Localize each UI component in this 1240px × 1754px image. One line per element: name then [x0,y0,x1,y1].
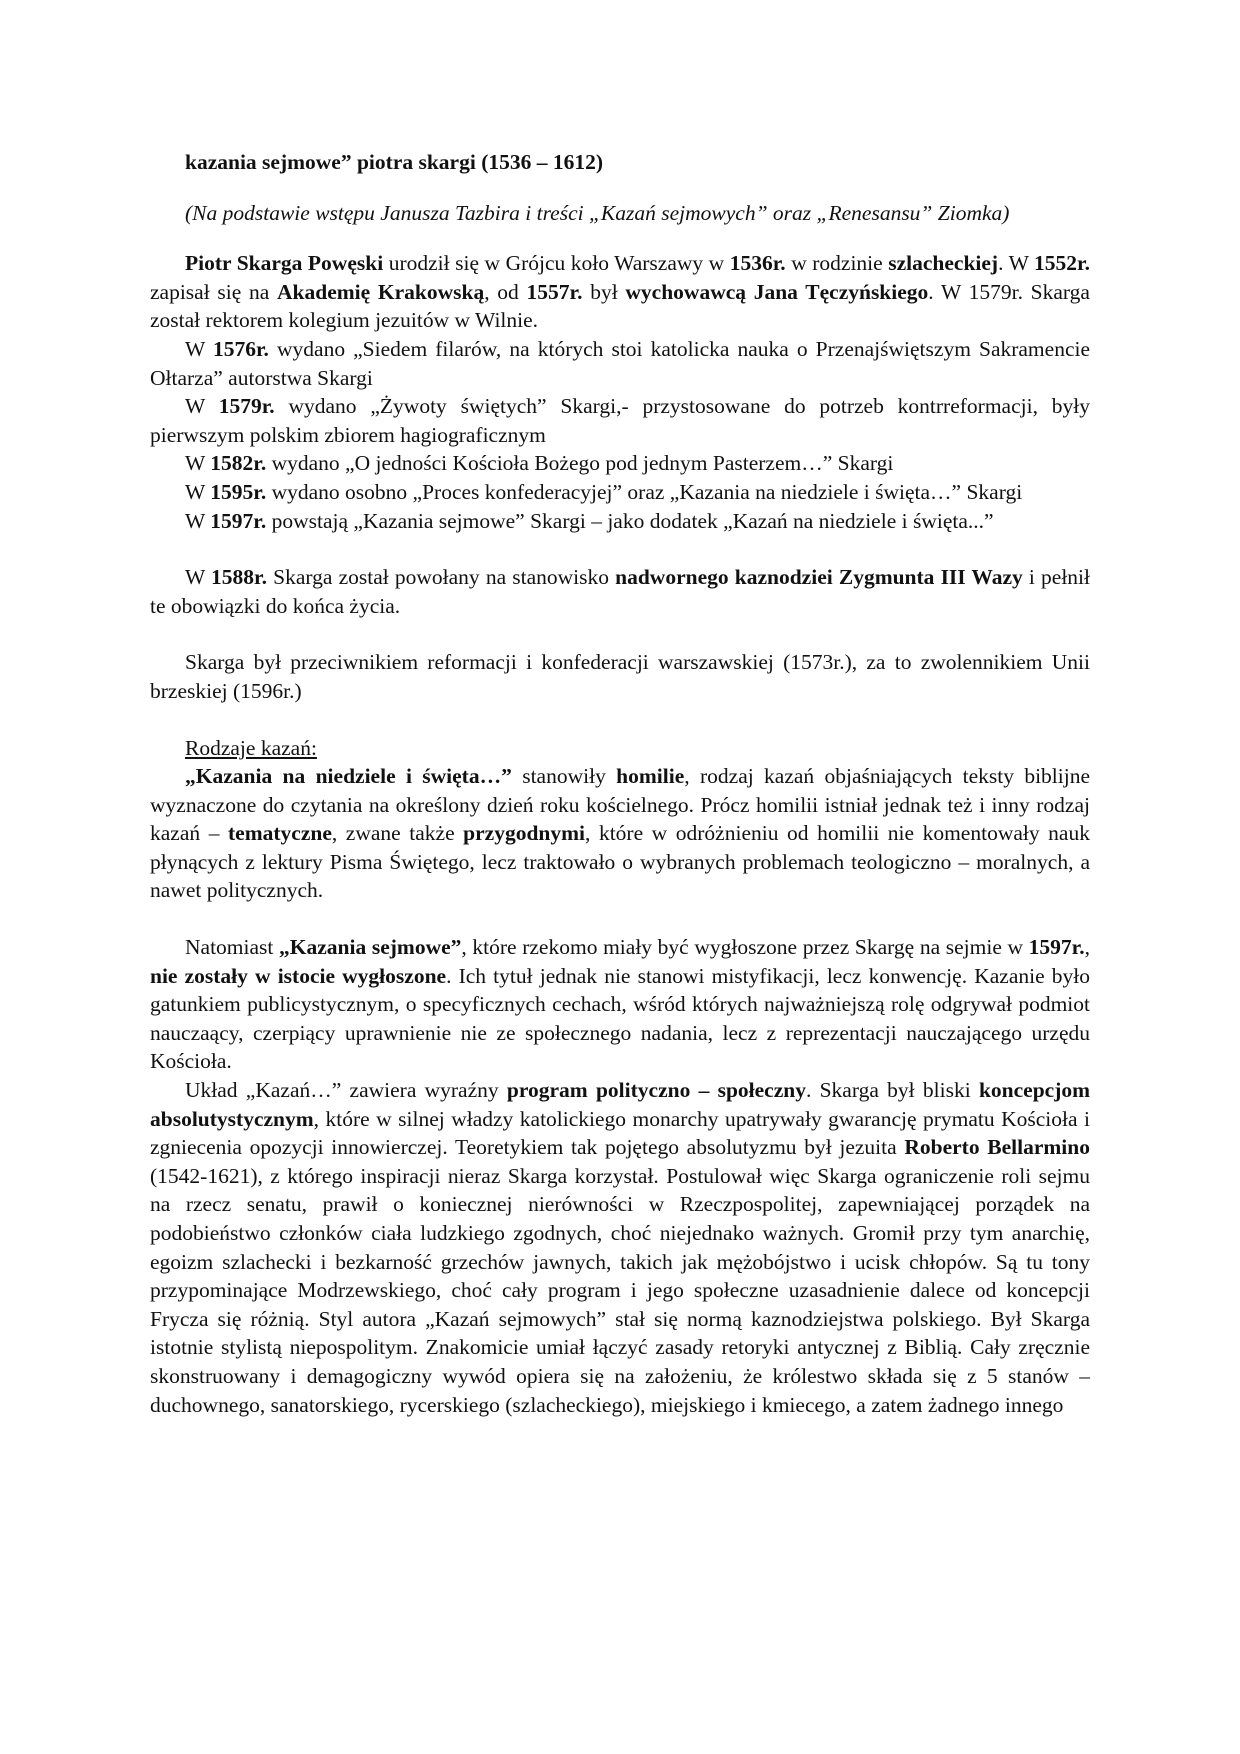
text-run: Skarga był przeciwnikiem reformacji i konfederacji warszawskiej (1573r.), za to zwolennikiem Unii brzeskiej (1596r.) [150,650,1090,703]
bold-text-run: „Kazania na niedziele i święta…” [185,764,512,789]
text-run: , od [484,279,527,304]
text-run: Skarga został powołany na stanowisko [267,565,616,590]
document-title: kazania sejmowe” piotra skargi (1536 – 1612) [185,150,604,174]
text-run: , które w odróżnieniu od homilii nie komentowały nauk płynących z lektury Pisma Świętego, lecz traktowało o wybranych problemach teologiczno – moralnych, a nawet politycznych. [150,821,1090,903]
bold-text-run: program polityczno – społeczny [506,1078,806,1103]
bold-text-run: Roberto Bellarmino [904,1135,1090,1160]
text-run: był [582,279,626,304]
bold-text-run: 1557r. [526,279,583,304]
text-run: W [185,336,213,361]
document-body [150,148,1090,1419]
text-run: . Skarga był bliski [805,1078,979,1103]
bold-text-run: homilie [616,764,685,789]
paragraph-1582 [150,449,1090,478]
paragraph-kazania-sejmowe [150,933,1090,1076]
text-run: W [185,508,211,533]
bold-text-run: 1595r. [210,479,267,504]
text-run: w rodzinie [785,251,889,276]
text-run: wydano osobno „Proces konfederacyjej” oraz „Kazania na niedziele i święta…” Skargi [266,479,1023,504]
bold-text-run: wychowawcą Jana Tęczyńskiego [625,279,929,304]
text-run: . W 1579r. Skarga został rektorem kolegium jezuitów w Wilnie. [150,279,1090,333]
text-run: W [185,451,211,476]
bold-text-run: przygodnymi [463,821,586,846]
text-run: , które rzekomo miały być wygłoszone przez Skargę na sejmie w [461,935,1029,960]
bold-text-run: 1582r. [210,451,267,476]
paragraph-1588 [150,563,1090,620]
text-run: W [185,565,212,590]
text-run: wydano „O jedności Kościoła Bożego pod jednym Pasterzem…” Skargi [266,451,894,476]
text-run: , rodzaj kazań objaśniających teksty biblijne wyznaczone do czytania na określony dzień roku kościelnego. Prócz homilii istniał jednak też i inny rodzaj kazań – [150,764,1091,846]
bold-text-run: Piotr Skarga Powęski [185,251,384,276]
bold-text-run: 1597r. [1028,935,1085,960]
text-run: urodził się w Grójcu koło Warszawy w [383,251,730,276]
text-run: , które w silnej władzy katolickiego monarchy upatrywały gwarancję prymatu Kościoła i zgniecenia opozycji innowierczej. Teoretykiem tak pojętego absolutyzmu był jezuita [150,1106,1090,1160]
text-run: wydano „Siedem filarów, na których stoi katolicka nauka o Przenajświętszym Sakramencie Ołtarza” autorstwa Skargi [150,336,1091,390]
bold-text-run: 1576r. [212,336,269,361]
paragraph-1595 [150,478,1090,507]
bold-text-run: nadwornego kaznodziei Zygmunta III Wazy [615,565,1023,590]
paragraph-program [150,1076,1090,1419]
text-run: i pełnił te obowiązki do końca życia. [150,565,1090,618]
text-run: stanowiły [511,764,617,789]
bold-text-run: nie zostały w istocie wygłoszone [150,963,447,988]
paragraph-reformation [150,648,1090,705]
bold-text-run: 1552r. [1034,251,1090,276]
bold-text-run: szlacheckiej [888,251,999,276]
bold-text-run: 1588r. [211,565,267,590]
bold-text-run: Akademię Krakowską [277,279,485,304]
text-run: Natomiast [185,935,280,960]
section-heading: Rodzaje kazań: [185,735,317,760]
bold-text-run: 1536r. [729,251,786,276]
text-run: . W [998,251,1035,276]
bold-text-run: „Kazania sejmowe” [279,935,462,960]
intro-note: (Na podstawie wstępu Janusza Tazbira i treści „Kazań sejmowych” oraz „Renesansu” Ziomka) [185,200,1010,225]
text-run: W [185,479,211,504]
text-run: zapisał się na [150,279,278,304]
text-run: , zwane także [331,821,464,846]
bold-text-run: 1579r. [218,394,275,419]
paragraph-1579 [150,392,1090,449]
text-run: wydano „Żywoty świętych” Skargi,- przystosowane do potrzeb kontrreformacji, były pierwszym polskim zbiorem hagiograficznym [150,394,1090,447]
bold-text-run: koncepcjom absolutystycznym [150,1078,1091,1131]
bold-text-run: tematyczne [228,821,332,846]
paragraph-1597 [150,507,1090,536]
text-run: (1542-1621), z którego inspiracji nieraz Skarga korzystał. Postulował więc Skarga ograniczenie roli sejmu na rzecz senatu, prawił o koniecznej nierówności w Rzeczpospolitej, zapewniającej porządek na podobieństwo członków ciała ludzkiego zgodnych, choć niejednako ważnych. Gromił przy tym anarchię, egoizm szlachecki i bezkarność grzechów jawnych, takich jak mężobójstwo i ucisk chłopów. Są tu tony przypominające Modrzewskiego, choć cały program i jego społeczne uzasadnienie dalece od koncepcji Frycza się różnią. Styl autora „Kazań sejmowych” stał się normą kaznodziejstwa polskiego. Był Skarga istotnie stylistą niepospolitym. Znakomicie umiał łączyć zasady retoryki antycznej z Biblią. Cały zręcznie skonstruowany i demagogiczny wywód opiera się na założeniu, że królestwo składa się z 5 stanów – duchownego, sanatorskiego, rycerskiego (szlacheckiego), miejskiego i kmiecego, a zatem żadnego innego [150,1163,1090,1417]
bold-text-run: 1597r. [210,508,267,533]
text-run: Układ „Kazań…” zawiera wyraźny [185,1078,507,1103]
text-run: . Ich tytuł jednak nie stanowi mistyfikacji, lecz konwencję. Kazanie było gatunkiem publicystycznym, o specyficznych cechach, wśród których najważniejszą rolę odgrywał podmiot nauczaący, czerpiący uprawnienie nie ze społecznego nadania, lecz z reprezentacji nauczającego urzędu Kościoła. [150,963,1090,1074]
text-run: W [185,394,219,419]
paragraph-biography [150,249,1090,335]
text-run: , [1084,935,1090,960]
paragraph-1576 [150,335,1090,392]
paragraph-homilie [150,762,1090,905]
text-run: powstają „Kazania sejmowe” Skargi – jako dodatek „Kazań na niedziele i święta...” [266,508,994,533]
